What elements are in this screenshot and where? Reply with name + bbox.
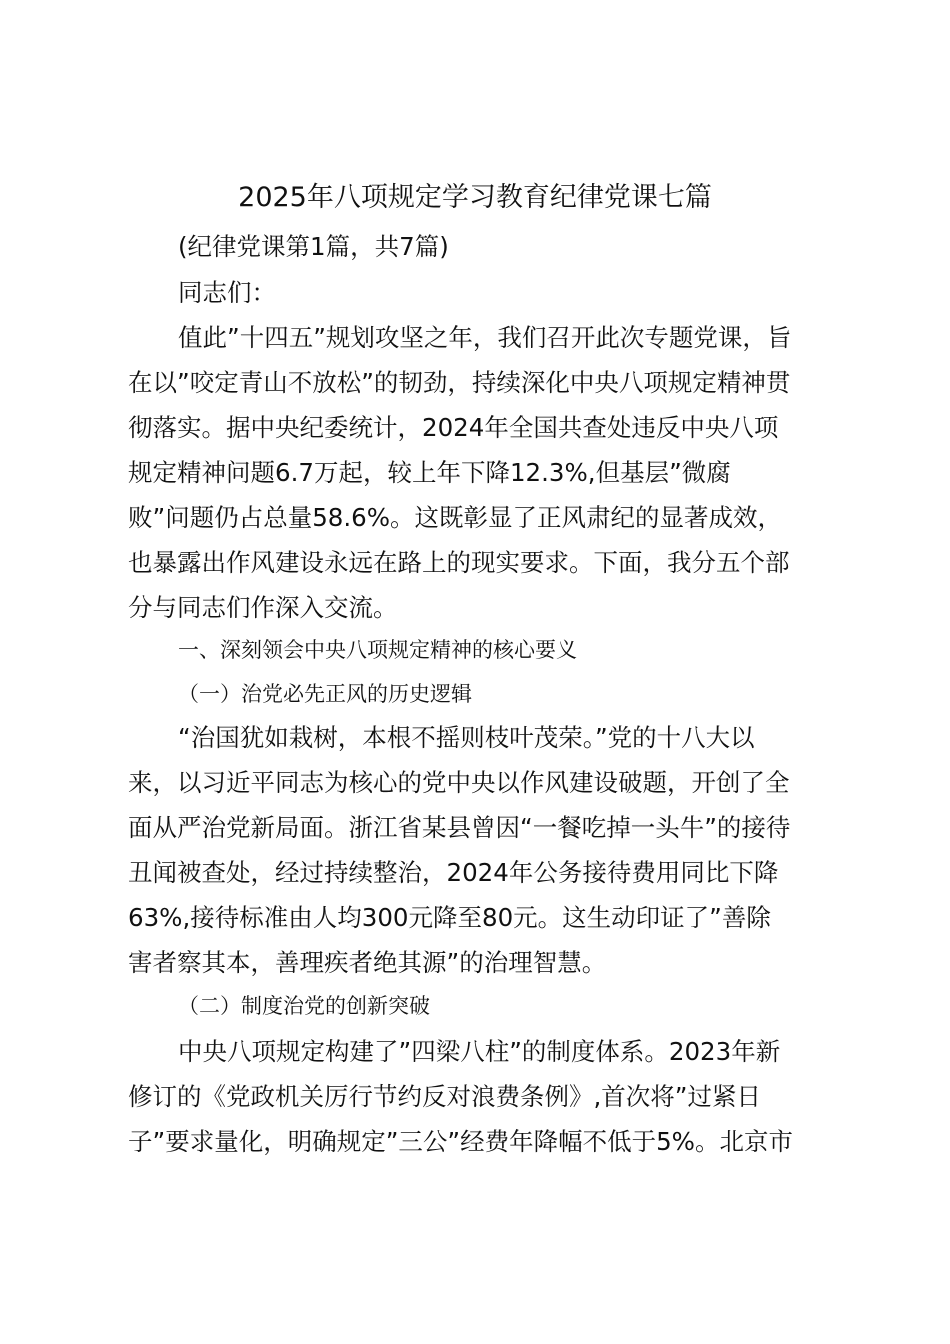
paragraph-line: 修订的《党政机关厉行节约反对浪费条例》,首次将”过紧日 — [128, 1082, 761, 1111]
paragraph-line: “治国犹如栽树，本根不摇则枝叶茂荣。”党的十八大以 — [178, 723, 755, 752]
document-subtitle: (纪律党课第1篇，共7篇) — [178, 232, 449, 261]
document-title: 2025年八项规定学习教育纪律党课七篇 — [238, 182, 712, 213]
paragraph-line: 在以”咬定青山不放松”的韧劲，持续深化中央八项规定精神贯 — [128, 368, 791, 397]
paragraph-line: 分与同志们作深入交流。 — [128, 593, 398, 622]
paragraph-line: 害者察其本，善理疾者绝其源”的治理智慧。 — [128, 948, 607, 977]
paragraph-line: 子”要求量化，明确规定”三公”经费年降幅不低于5%。北京市 — [128, 1127, 793, 1156]
paragraph-line: 面从严治党新局面。浙江省某县曾因“一餐吃掉一头牛”的接待 — [128, 813, 791, 842]
paragraph-line: 也暴露出作风建设永远在路上的现实要求。下面，我分五个部 — [128, 548, 790, 577]
paragraph-line: 规定精神问题6.7万起，较上年下降12.3%,但基层”微腐 — [128, 458, 731, 487]
paragraph-line: 63%,接待标准由人均300元降至80元。这生动印证了”善除 — [128, 903, 771, 932]
paragraph-line: 值此”十四五”规划攻坚之年，我们召开此次专题党课，旨 — [178, 323, 792, 352]
paragraph-line: 丑闻被查处，经过持续整治，2024年公务接待费用同比下降 — [128, 858, 779, 887]
salutation: 同志们： — [178, 278, 276, 307]
paragraph-line: 来，以习近平同志为核心的党中央以作风建设破题，开创了全 — [128, 768, 790, 797]
paragraph-line: 中央八项规定构建了”四梁八柱”的制度体系。2023年新 — [178, 1037, 781, 1066]
subsection-heading: （一）治党必先正风的历史逻辑 — [178, 682, 472, 706]
paragraph-line: 败”问题仍占总量58.6%。这既彰显了正风肃纪的显著成效， — [128, 503, 783, 532]
paragraph-line: 彻落实。据中央纪委统计，2024年全国共查处违反中央八项 — [128, 413, 779, 442]
section-heading: 一、深刻领会中央八项规定精神的核心要义 — [178, 638, 577, 662]
subsection-heading: （二）制度治党的创新突破 — [178, 994, 430, 1018]
